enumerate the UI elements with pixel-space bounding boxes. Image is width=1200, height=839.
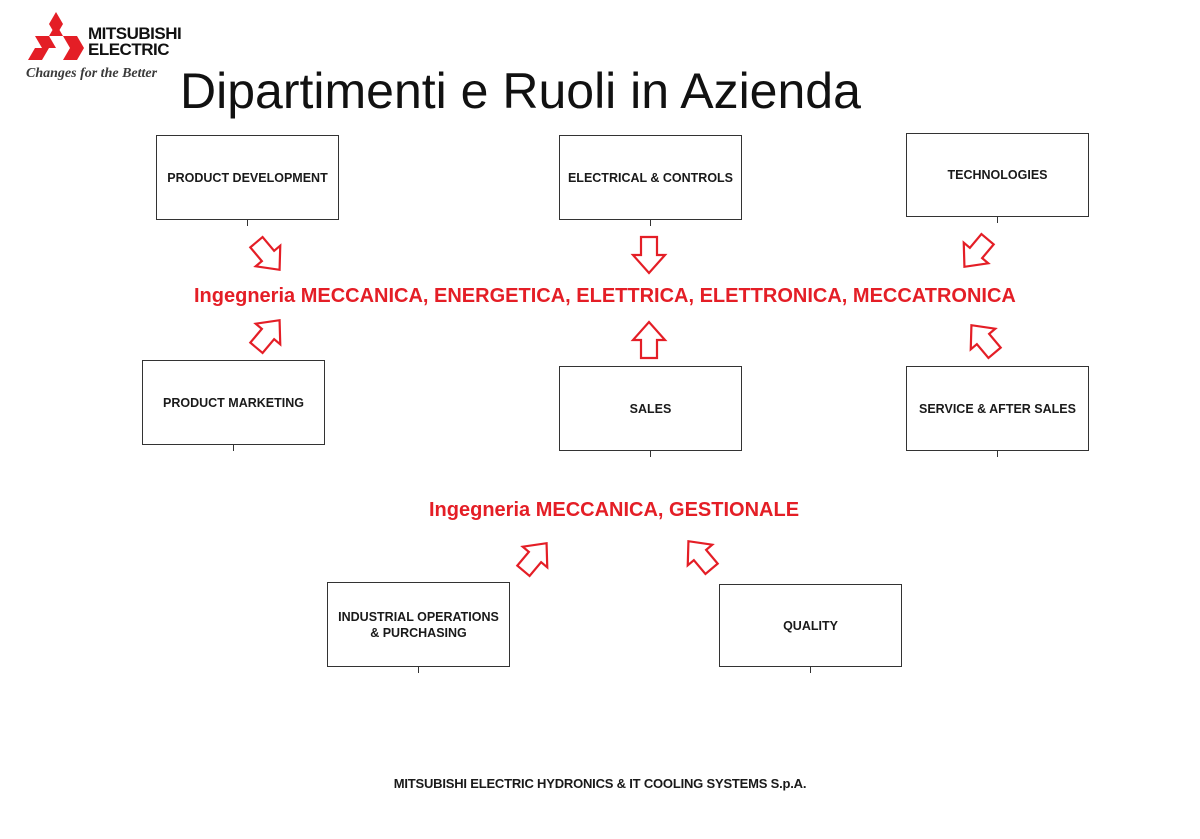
- box-label: SERVICE & AFTER SALES: [919, 401, 1076, 416]
- logo-brand-line2: ELECTRIC: [88, 40, 169, 59]
- engineering-primary-label: Ingegneria MECCANICA, ENERGETICA, ELETTRICA, ELETTRONICA, MECCATRONICA: [194, 285, 1016, 307]
- arrow-up-icon: [633, 322, 665, 358]
- arrow-up-right-icon: [511, 533, 559, 581]
- arrow-down-right-icon: [244, 232, 292, 280]
- arrow-up-right-icon: [244, 310, 292, 358]
- arrow-up-left-icon: [676, 531, 724, 579]
- logo-brand-line1: MITSUBISHI: [88, 24, 182, 43]
- box-label: ELECTRICAL & CONTROLS: [567, 170, 734, 185]
- box-label: PRODUCT DEVELOPMENT: [167, 170, 328, 185]
- box-label: PRODUCT MARKETING: [163, 395, 304, 410]
- box-label: SALES: [629, 401, 672, 416]
- arrow-down-icon: [633, 237, 665, 273]
- box-label: QUALITY: [783, 618, 838, 633]
- arrow-down-left-icon: [952, 229, 1000, 277]
- footer-company-name: MITSUBISHI ELECTRIC HYDRONICS & IT COOLING SYSTEMS S.p.A.: [393, 776, 807, 791]
- logo-tagline: Changes for the Better: [26, 66, 158, 81]
- arrow-up-left-icon: [959, 315, 1007, 363]
- page-title: Dipartimenti e Ruoli in Azienda: [180, 63, 861, 119]
- box-label: TECHNOLOGIES: [947, 168, 1048, 182]
- engineering-secondary-label: Ingegneria MECCANICA, GESTIONALE: [429, 499, 800, 521]
- box-label: INDUSTRIAL OPERATIONS & PURCHASING: [338, 609, 499, 640]
